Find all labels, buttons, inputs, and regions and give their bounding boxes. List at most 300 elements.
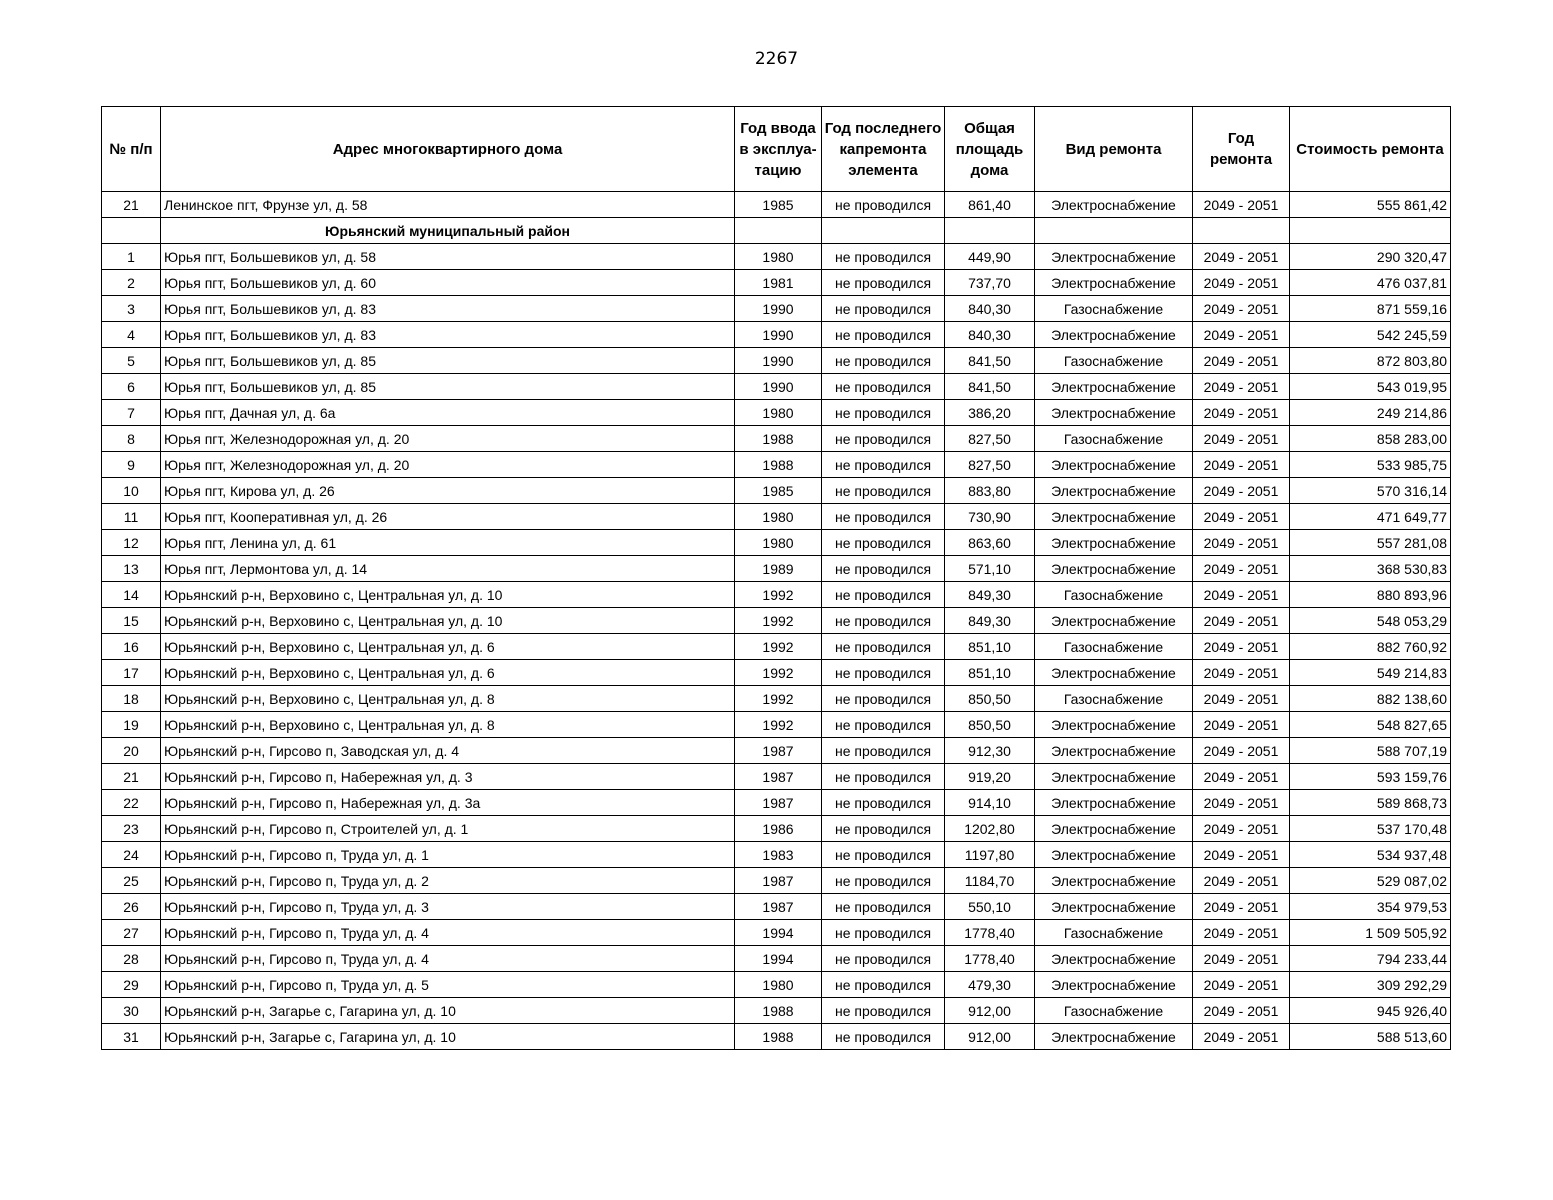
cell-last-repair: не проводился [822,946,945,972]
cell-area: 841,50 [945,348,1035,374]
table-row [102,686,1451,712]
cell-repair-type: Газоснабжение [1035,686,1193,712]
cell-area: 840,30 [945,322,1035,348]
cell-cost: 557 281,08 [1290,530,1451,556]
cell-cost: 872 803,80 [1290,348,1451,374]
cell-address: Юрья пгт, Большевиков ул, д. 85 [161,348,735,374]
cell-address: Юрьянский р-н, Гирсово п, Труда ул, д. 2 [161,868,735,894]
cell-repair-year: 2049 - 2051 [1193,192,1290,218]
cell-repair-type: Электроснабжение [1035,764,1193,790]
cell-num: 28 [102,946,161,972]
table-row [102,348,1451,374]
section-cell-empty [1193,218,1290,244]
cell-repair-type: Электроснабжение [1035,1024,1193,1050]
cell-area: 914,10 [945,790,1035,816]
table-row [102,868,1451,894]
cell-last-repair: не проводился [822,374,945,400]
cell-year-built: 1992 [735,634,822,660]
cell-num: 7 [102,400,161,426]
cell-num: 11 [102,504,161,530]
cell-repair-type: Газоснабжение [1035,296,1193,322]
cell-repair-type: Электроснабжение [1035,556,1193,582]
cell-repair-type: Газоснабжение [1035,348,1193,374]
cell-last-repair: не проводился [822,400,945,426]
cell-last-repair: не проводился [822,894,945,920]
cell-repair-year: 2049 - 2051 [1193,894,1290,920]
cell-address: Юрья пгт, Кирова ул, д. 26 [161,478,735,504]
section-cell-empty [945,218,1035,244]
cell-num: 24 [102,842,161,868]
cell-year-built: 1987 [735,868,822,894]
cell-address: Юрьянский р-н, Гирсово п, Труда ул, д. 1 [161,842,735,868]
cell-area: 912,00 [945,998,1035,1024]
cell-address: Ленинское пгт, Фрунзе ул, д. 58 [161,192,735,218]
cell-cost: 945 926,40 [1290,998,1451,1024]
cell-last-repair: не проводился [822,530,945,556]
cell-num: 19 [102,712,161,738]
table-header [102,107,1451,192]
cell-address: Юрья пгт, Большевиков ул, д. 58 [161,244,735,270]
cell-cost: 354 979,53 [1290,894,1451,920]
cell-year-built: 1980 [735,244,822,270]
table-row [102,1024,1451,1050]
cell-last-repair: не проводился [822,296,945,322]
header-repair-type: Вид ремонта [1035,107,1193,192]
cell-area: 1778,40 [945,920,1035,946]
table-row [102,374,1451,400]
cell-repair-type: Электроснабжение [1035,608,1193,634]
cell-address: Юрьянский р-н, Гирсово п, Труда ул, д. 3 [161,894,735,920]
cell-repair-type: Электроснабжение [1035,504,1193,530]
header-area: Общая площадь дома [945,107,1035,192]
cell-address: Юрья пгт, Большевиков ул, д. 60 [161,270,735,296]
cell-address: Юрьянский р-н, Загарье с, Гагарина ул, д. 10 [161,1024,735,1050]
table-row [102,738,1451,764]
cell-address: Юрьянский р-н, Гирсово п, Труда ул, д. 4 [161,946,735,972]
cell-repair-year: 2049 - 2051 [1193,608,1290,634]
cell-address: Юрья пгт, Кооперативная ул, д. 26 [161,504,735,530]
cell-area: 550,10 [945,894,1035,920]
cell-year-built: 1987 [735,738,822,764]
cell-repair-type: Электроснабжение [1035,946,1193,972]
section-row [102,218,1451,244]
cell-repair-type: Электроснабжение [1035,894,1193,920]
cell-repair-type: Электроснабжение [1035,842,1193,868]
cell-address: Юрья пгт, Ленина ул, д. 61 [161,530,735,556]
cell-num: 21 [102,764,161,790]
cell-area: 919,20 [945,764,1035,790]
cell-num: 17 [102,660,161,686]
cell-cost: 548 827,65 [1290,712,1451,738]
table-body [102,192,1451,1050]
cell-address: Юрьянский р-н, Верховино с, Центральная ул, д. 8 [161,686,735,712]
cell-repair-type: Электроснабжение [1035,244,1193,270]
cell-area: 849,30 [945,582,1035,608]
header-cost: Стоимость ремонта [1290,107,1451,192]
cell-repair-type: Электроснабжение [1035,712,1193,738]
cell-area: 849,30 [945,608,1035,634]
cell-year-built: 1987 [735,764,822,790]
cell-year-built: 1990 [735,296,822,322]
page-number: 2267 [754,49,799,69]
cell-last-repair: не проводился [822,244,945,270]
cell-area: 1778,40 [945,946,1035,972]
cell-cost: 368 530,83 [1290,556,1451,582]
cell-num: 4 [102,322,161,348]
header-last-repair: Год последнего капремонта элемента [822,107,945,192]
cell-repair-year: 2049 - 2051 [1193,504,1290,530]
cell-repair-type: Электроснабжение [1035,478,1193,504]
cell-repair-type: Электроснабжение [1035,868,1193,894]
cell-num: 26 [102,894,161,920]
cell-num: 16 [102,634,161,660]
header-address: Адрес многоквартирного дома [161,107,735,192]
cell-cost: 548 053,29 [1290,608,1451,634]
cell-repair-type: Газоснабжение [1035,998,1193,1024]
cell-address: Юрьянский р-н, Загарье с, Гагарина ул, д. 10 [161,998,735,1024]
cell-year-built: 1992 [735,608,822,634]
table-row [102,920,1451,946]
cell-address: Юрьянский р-н, Верховино с, Центральная ул, д. 10 [161,582,735,608]
cell-repair-year: 2049 - 2051 [1193,296,1290,322]
cell-repair-year: 2049 - 2051 [1193,712,1290,738]
cell-repair-type: Газоснабжение [1035,634,1193,660]
table-row [102,478,1451,504]
cell-repair-type: Электроснабжение [1035,322,1193,348]
cell-address: Юрьянский р-н, Гирсово п, Труда ул, д. 4 [161,920,735,946]
cell-repair-year: 2049 - 2051 [1193,946,1290,972]
cell-year-built: 1981 [735,270,822,296]
cell-area: 571,10 [945,556,1035,582]
cell-year-built: 1980 [735,400,822,426]
cell-num: 25 [102,868,161,894]
cell-repair-year: 2049 - 2051 [1193,998,1290,1024]
cell-repair-year: 2049 - 2051 [1193,322,1290,348]
cell-year-built: 1986 [735,816,822,842]
cell-repair-type: Газоснабжение [1035,426,1193,452]
cell-area: 912,30 [945,738,1035,764]
cell-year-built: 1990 [735,348,822,374]
cell-area: 883,80 [945,478,1035,504]
table-row [102,972,1451,998]
section-cell-empty [822,218,945,244]
cell-last-repair: не проводился [822,660,945,686]
table-row [102,296,1451,322]
table-row [102,270,1451,296]
cell-last-repair: не проводился [822,556,945,582]
cell-year-built: 1994 [735,946,822,972]
cell-last-repair: не проводился [822,634,945,660]
table-row [102,426,1451,452]
cell-area: 1197,80 [945,842,1035,868]
cell-address: Юрьянский р-н, Верховино с, Центральная ул, д. 6 [161,660,735,686]
cell-repair-type: Электроснабжение [1035,530,1193,556]
header-year-built: Год ввода в эксплуа-тацию [735,107,822,192]
cell-repair-type: Электроснабжение [1035,816,1193,842]
cell-last-repair: не проводился [822,842,945,868]
cell-cost: 537 170,48 [1290,816,1451,842]
cell-last-repair: не проводился [822,764,945,790]
cell-num: 15 [102,608,161,634]
cell-year-built: 1988 [735,452,822,478]
cell-area: 840,30 [945,296,1035,322]
cell-num: 6 [102,374,161,400]
cell-cost: 533 985,75 [1290,452,1451,478]
cell-address: Юрьянский р-н, Верховино с, Центральная ул, д. 8 [161,712,735,738]
cell-repair-year: 2049 - 2051 [1193,582,1290,608]
cell-repair-year: 2049 - 2051 [1193,686,1290,712]
header-repair-year: Год ремонта [1193,107,1290,192]
cell-area: 479,30 [945,972,1035,998]
table-row [102,946,1451,972]
cell-repair-year: 2049 - 2051 [1193,738,1290,764]
cell-num: 2 [102,270,161,296]
cell-repair-year: 2049 - 2051 [1193,348,1290,374]
cell-last-repair: не проводился [822,192,945,218]
cell-num: 12 [102,530,161,556]
cell-address: Юрьянский р-н, Верховино с, Центральная ул, д. 6 [161,634,735,660]
cell-year-built: 1992 [735,582,822,608]
cell-repair-type: Газоснабжение [1035,582,1193,608]
cell-last-repair: не проводился [822,608,945,634]
cell-year-built: 1990 [735,374,822,400]
cell-area: 851,10 [945,660,1035,686]
cell-cost: 542 245,59 [1290,322,1451,348]
cell-last-repair: не проводился [822,426,945,452]
cell-repair-type: Электроснабжение [1035,790,1193,816]
header-row [102,107,1451,192]
cell-last-repair: не проводился [822,972,945,998]
cell-year-built: 1990 [735,322,822,348]
table-row [102,712,1451,738]
table-row [102,322,1451,348]
cell-area: 1184,70 [945,868,1035,894]
cell-area: 386,20 [945,400,1035,426]
cell-address: Юрья пгт, Большевиков ул, д. 85 [161,374,735,400]
cell-area: 1202,80 [945,816,1035,842]
cell-repair-year: 2049 - 2051 [1193,764,1290,790]
cell-last-repair: не проводился [822,582,945,608]
cell-num: 20 [102,738,161,764]
repair-schedule-table [101,106,1451,1050]
table-row [102,998,1451,1024]
table-row [102,556,1451,582]
cell-num: 31 [102,1024,161,1050]
cell-num: 13 [102,556,161,582]
cell-num: 18 [102,686,161,712]
table-row [102,764,1451,790]
table-row [102,842,1451,868]
cell-repair-year: 2049 - 2051 [1193,842,1290,868]
cell-cost: 570 316,14 [1290,478,1451,504]
table-row [102,608,1451,634]
cell-address: Юрья пгт, Большевиков ул, д. 83 [161,296,735,322]
table-row [102,790,1451,816]
cell-area: 827,50 [945,452,1035,478]
cell-repair-type: Электроснабжение [1035,400,1193,426]
section-title: Юрьянский муниципальный район [161,218,735,244]
table-row [102,530,1451,556]
section-cell-empty [1035,218,1193,244]
cell-last-repair: не проводился [822,920,945,946]
cell-num: 8 [102,426,161,452]
cell-year-built: 1988 [735,998,822,1024]
cell-cost: 794 233,44 [1290,946,1451,972]
cell-address: Юрьянский р-н, Верховино с, Центральная ул, д. 10 [161,608,735,634]
cell-address: Юрья пгт, Железнодорожная ул, д. 20 [161,426,735,452]
cell-area: 827,50 [945,426,1035,452]
cell-cost: 309 292,29 [1290,972,1451,998]
cell-cost: 871 559,16 [1290,296,1451,322]
cell-area: 863,60 [945,530,1035,556]
cell-cost: 543 019,95 [1290,374,1451,400]
cell-year-built: 1992 [735,660,822,686]
cell-last-repair: не проводился [822,452,945,478]
cell-area: 841,50 [945,374,1035,400]
cell-num: 10 [102,478,161,504]
cell-repair-type: Электроснабжение [1035,270,1193,296]
cell-num: 29 [102,972,161,998]
cell-cost: 1 509 505,92 [1290,920,1451,946]
cell-repair-year: 2049 - 2051 [1193,374,1290,400]
table-row [102,894,1451,920]
cell-year-built: 1987 [735,790,822,816]
section-cell-num [102,218,161,244]
cell-num: 22 [102,790,161,816]
cell-repair-year: 2049 - 2051 [1193,1024,1290,1050]
cell-cost: 880 893,96 [1290,582,1451,608]
table-row [102,634,1451,660]
cell-year-built: 1987 [735,894,822,920]
cell-year-built: 1994 [735,920,822,946]
cell-num: 27 [102,920,161,946]
cell-repair-year: 2049 - 2051 [1193,426,1290,452]
table-row [102,660,1451,686]
cell-last-repair: не проводился [822,790,945,816]
cell-cost: 249 214,86 [1290,400,1451,426]
cell-repair-year: 2049 - 2051 [1193,790,1290,816]
cell-area: 861,40 [945,192,1035,218]
cell-repair-type: Электроснабжение [1035,374,1193,400]
cell-last-repair: не проводился [822,712,945,738]
section-cell-empty [735,218,822,244]
cell-repair-year: 2049 - 2051 [1193,244,1290,270]
cell-cost: 534 937,48 [1290,842,1451,868]
cell-repair-year: 2049 - 2051 [1193,972,1290,998]
cell-num: 23 [102,816,161,842]
cell-address: Юрья пгт, Большевиков ул, д. 83 [161,322,735,348]
cell-cost: 588 707,19 [1290,738,1451,764]
cell-num: 3 [102,296,161,322]
cell-repair-type: Электроснабжение [1035,972,1193,998]
cell-year-built: 1980 [735,504,822,530]
cell-cost: 882 760,92 [1290,634,1451,660]
cell-address: Юрьянский р-н, Гирсово п, Строителей ул, д. 1 [161,816,735,842]
cell-repair-type: Электроснабжение [1035,738,1193,764]
cell-repair-year: 2049 - 2051 [1193,270,1290,296]
cell-last-repair: не проводился [822,478,945,504]
table-row [102,504,1451,530]
cell-last-repair: не проводился [822,270,945,296]
cell-last-repair: не проводился [822,1024,945,1050]
cell-address: Юрьянский р-н, Гирсово п, Труда ул, д. 5 [161,972,735,998]
cell-last-repair: не проводился [822,686,945,712]
cell-cost: 882 138,60 [1290,686,1451,712]
cell-cost: 471 649,77 [1290,504,1451,530]
cell-repair-year: 2049 - 2051 [1193,868,1290,894]
cell-address: Юрьянский р-н, Гирсово п, Набережная ул, д. 3а [161,790,735,816]
cell-year-built: 1985 [735,192,822,218]
cell-year-built: 1992 [735,686,822,712]
cell-year-built: 1988 [735,426,822,452]
cell-repair-type: Электроснабжение [1035,452,1193,478]
cell-num: 5 [102,348,161,374]
cell-cost: 476 037,81 [1290,270,1451,296]
section-cell-empty [1290,218,1451,244]
cell-num: 1 [102,244,161,270]
cell-area: 737,70 [945,270,1035,296]
cell-address: Юрья пгт, Дачная ул, д. 6а [161,400,735,426]
cell-year-built: 1980 [735,530,822,556]
cell-cost: 593 159,76 [1290,764,1451,790]
cell-area: 850,50 [945,686,1035,712]
cell-cost: 290 320,47 [1290,244,1451,270]
cell-last-repair: не проводился [822,738,945,764]
cell-area: 730,90 [945,504,1035,530]
cell-repair-year: 2049 - 2051 [1193,478,1290,504]
table-row [102,582,1451,608]
cell-last-repair: не проводился [822,868,945,894]
cell-cost: 588 513,60 [1290,1024,1451,1050]
cell-num: 21 [102,192,161,218]
cell-area: 850,50 [945,712,1035,738]
cell-year-built: 1988 [735,1024,822,1050]
cell-area: 851,10 [945,634,1035,660]
cell-address: Юрья пгт, Лермонтова ул, д. 14 [161,556,735,582]
cell-num: 30 [102,998,161,1024]
cell-repair-year: 2049 - 2051 [1193,920,1290,946]
cell-address: Юрья пгт, Железнодорожная ул, д. 20 [161,452,735,478]
cell-year-built: 1992 [735,712,822,738]
cell-repair-year: 2049 - 2051 [1193,660,1290,686]
cell-repair-year: 2049 - 2051 [1193,634,1290,660]
cell-address: Юрьянский р-н, Гирсово п, Заводская ул, д. 4 [161,738,735,764]
cell-cost: 549 214,83 [1290,660,1451,686]
cell-repair-year: 2049 - 2051 [1193,400,1290,426]
cell-cost: 858 283,00 [1290,426,1451,452]
cell-repair-year: 2049 - 2051 [1193,452,1290,478]
cell-repair-type: Электроснабжение [1035,660,1193,686]
cell-num: 9 [102,452,161,478]
cell-last-repair: не проводился [822,998,945,1024]
cell-year-built: 1989 [735,556,822,582]
table-row [102,452,1451,478]
cell-repair-year: 2049 - 2051 [1193,556,1290,582]
cell-area: 449,90 [945,244,1035,270]
cell-last-repair: не проводился [822,322,945,348]
table-row [102,400,1451,426]
header-num: № п/п [102,107,161,192]
cell-year-built: 1983 [735,842,822,868]
table-row [102,192,1451,218]
cell-last-repair: не проводился [822,504,945,530]
table-row [102,244,1451,270]
cell-num: 14 [102,582,161,608]
cell-area: 912,00 [945,1024,1035,1050]
cell-year-built: 1985 [735,478,822,504]
cell-cost: 589 868,73 [1290,790,1451,816]
cell-last-repair: не проводился [822,348,945,374]
